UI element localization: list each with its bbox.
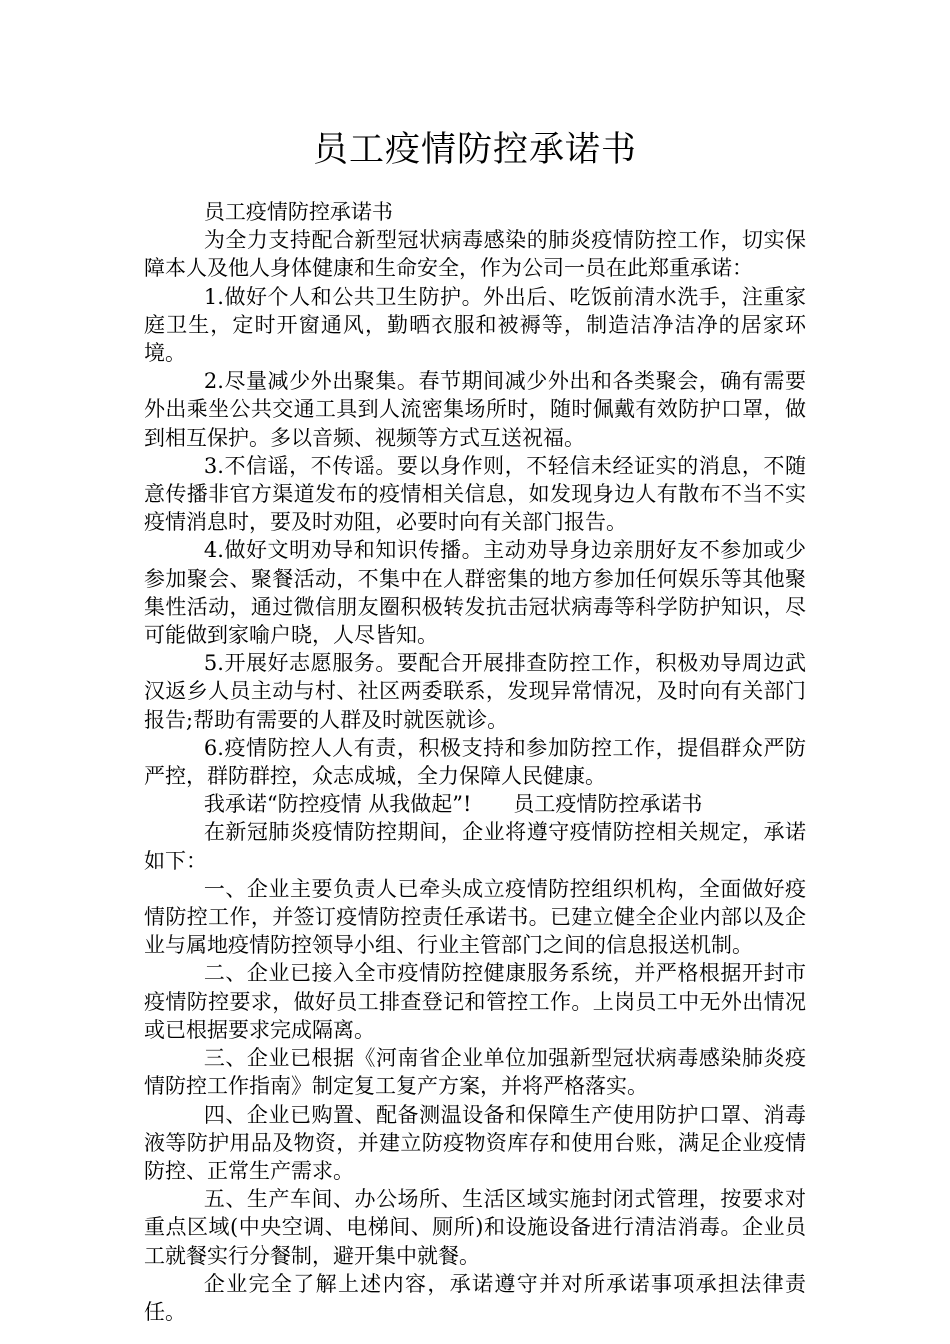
pledge-item-3: 3.不信谣，不传谣。要以身作则，不轻信未经证实的消息，不随意传播非官方渠道发布的疫情相关信息，如发现身边人有散布不当不实疫情消息时，要及时劝阻，必要时向有关部门报告。 xyxy=(144,453,806,535)
enterprise-intro-paragraph: 在新冠肺炎疫情防控期间，企业将遵守疫情防控相关规定，承诺如下： xyxy=(144,820,806,873)
enterprise-item-3: 三、企业已根据《河南省企业单位加强新型冠状病毒感染肺炎疫情防控工作指南》制定复工复产方案，并将严格落实。 xyxy=(144,1046,806,1099)
pledge-item-1: 1.做好个人和公共卫生防护。外出后、吃饭前清水洗手，注重家庭卫生，定时开窗通风，勤晒衣服和被褥等，制造洁净洁净的居家环境。 xyxy=(144,284,806,366)
enterprise-item-1: 一、企业主要负责人已牵头成立疫情防控组织机构，全面做好疫情防控工作，并签订疫情防控责任承诺书。已建立健全企业内部以及企业与属地疫情防控领导小组、行业主管部门之间的信息报送机制。 xyxy=(144,876,806,958)
pledge-item-5: 5.开展好志愿服务。要配合开展排查防控工作，积极劝导周边武汉返乡人员主动与村、社区两委联系，发现异常情况，及时向有关部门报告;帮助有需要的人群及时就医就诊。 xyxy=(144,651,806,732)
enterprise-item-2: 二、企业已接入全市疫情防控健康服务系统，并严格根据开封市疫情防控要求，做好员工排查登记和管控工作。上岗员工中无外出情况或已根据要求完成隔离。 xyxy=(144,961,806,1042)
document-body xyxy=(144,198,806,1326)
pledge-item-4: 4.做好文明劝导和知识传播。主动劝导身边亲朋好友不参加或少参加聚会、聚餐活动，不集中在人群密集的地方参加任何娱乐等其他聚集性活动，通过微信朋友圈积极转发抗击冠状病毒等科学防护知识，尽可能做到家喻户晓，人尽皆知。 xyxy=(144,538,806,648)
pledge-item-6: 6.疫情防控人人有责，积极支持和参加防控工作，提倡群众严防严控，群防群控，众志成城，全力保障人民健康。 xyxy=(144,735,806,789)
subtitle-paragraph: 员工疫情防控承诺书 xyxy=(203,200,393,224)
enterprise-item-4: 四、企业已购置、配备测温设备和保障生产使用防护口罩、消毒液等防护用品及物资，并建立防疫物资库存和使用台账，满足企业疫情防控、正常生产需求。 xyxy=(144,1102,806,1183)
enterprise-item-5: 五、生产车间、办公场所、生活区域实施封闭式管理，按要求对重点区域(中央空调、电梯间、厕所)和设施设备进行清洁消毒。企业员工就餐实行分餐制，避开集中就餐。 xyxy=(144,1187,806,1268)
pledge-slogan: 我承诺“防控疫情 从我做起”! 员工疫情防控承诺书 xyxy=(203,792,703,817)
closing-paragraph: 企业完全了解上述内容，承诺遵守并对所承诺事项承担法律责任。 xyxy=(144,1271,806,1324)
intro-paragraph: 为全力支持配合新型冠状病毒感染的肺炎疫情防控工作，切实保障本人及他人身体健康和生命安全，作为公司一员在此郑重承诺： xyxy=(144,228,806,281)
pledge-item-2: 2.尽量减少外出聚集。春节期间减少外出和各类聚会，确有需要外出乘坐公共交通工具到人流密集场所时，随时佩戴有效防护口罩，做到相互保护。多以音频、视频等方式互送祝福。 xyxy=(144,369,806,450)
document-title: 员工疫情防控承诺书 xyxy=(312,130,637,170)
